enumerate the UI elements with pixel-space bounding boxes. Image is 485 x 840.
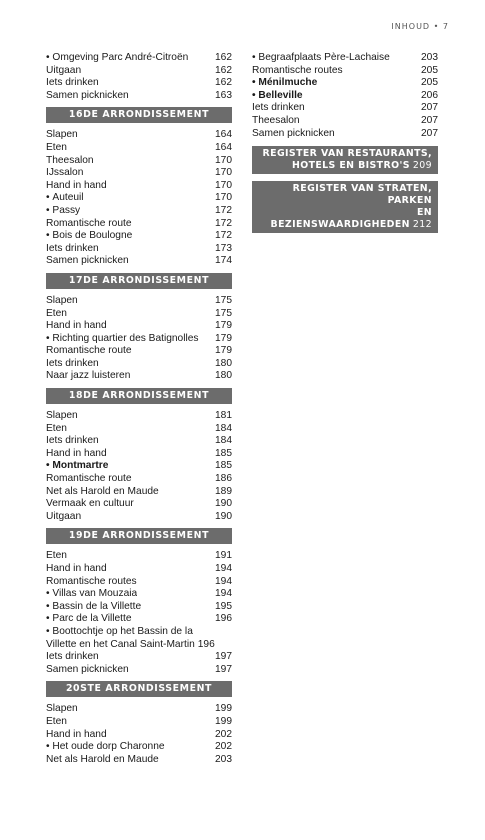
toc-entry: [46, 754, 232, 767]
toc-entry-title: • Belleville: [252, 90, 303, 103]
toc-entry-title: Theesalon: [252, 114, 300, 126]
toc-entry: [252, 102, 438, 115]
toc-entry-page-number: 202: [215, 741, 232, 753]
toc-entry: [46, 511, 232, 524]
toc-entry-title: Samen picknicken: [46, 255, 129, 267]
toc-entry-page-number: 172: [215, 217, 232, 229]
toc-entry-title: Eten: [46, 715, 67, 727]
toc-entry: [46, 498, 232, 511]
toc-entry-title: Romantische route: [46, 217, 132, 229]
toc-entry-title: Hand in hand: [46, 179, 107, 191]
toc-entry-page-number: 174: [215, 255, 232, 267]
toc-entry: [46, 486, 232, 499]
toc-entry-page-number: 180: [215, 357, 232, 369]
toc-entry-page-number: 170: [215, 167, 232, 179]
toc-entry-page-number: 179: [215, 332, 232, 344]
toc-entry-title: • Het oude dorp Charonne: [46, 741, 165, 754]
toc-entry-title: Uitgaan: [46, 510, 82, 522]
toc-entry: [46, 295, 232, 308]
toc-entry-page-number: 162: [215, 64, 232, 76]
toc-entry: [46, 651, 232, 664]
toc-entry: [46, 741, 232, 754]
toc-entry: [46, 448, 232, 461]
toc-entry-page-number: 164: [215, 141, 232, 153]
toc-entry-page-number: 172: [215, 230, 232, 242]
toc-entry-page-number: 205: [421, 64, 438, 76]
toc-entry-title: Villette en het Canal Saint-Martin: [46, 638, 195, 650]
toc-entry: [46, 473, 232, 486]
toc-right-column: [252, 52, 438, 240]
toc-entry-title: Iets drinken: [46, 77, 99, 89]
toc-entry: [46, 255, 232, 268]
toc-entry-page-number: 197: [215, 651, 232, 663]
toc-entry: [46, 218, 232, 231]
toc-entry-page-number: 170: [215, 179, 232, 191]
toc-entry-title: • Boottochtje op het Bassin de la: [46, 626, 193, 639]
section-header: 16DE ARRONDISSEMENT: [46, 107, 232, 123]
toc-entry: [46, 729, 232, 742]
toc-entry-page-number: 170: [215, 192, 232, 204]
toc-entry: [46, 320, 232, 333]
toc-entry: [46, 664, 232, 677]
toc-entry: [252, 65, 438, 78]
toc-entry-title: Eten: [46, 422, 67, 434]
toc-entry-title: • Ménilmuche: [252, 77, 317, 90]
toc-entry: [46, 167, 232, 180]
toc-entry-page-number: 191: [215, 550, 232, 562]
register-title: REGISTER VAN RESTAURANTS,: [262, 148, 432, 160]
toc-entry-page-number: 194: [215, 563, 232, 574]
toc-entry: [46, 550, 232, 563]
toc-entry-title: • Begraafplaats Père-Lachaise: [252, 52, 390, 65]
toc-entry-title: Eten: [46, 141, 67, 153]
toc-entry-title: Theesalon: [46, 154, 94, 166]
toc-entry-title: Slapen: [46, 410, 78, 422]
toc-entry-page-number: 203: [421, 52, 438, 63]
toc-entry-title: Hand in hand: [46, 447, 107, 459]
toc-entry-title: Naar jazz luisteren: [46, 370, 131, 382]
section-header: 19DE ARRONDISSEMENT: [46, 528, 232, 544]
toc-entry-page-number: 196: [215, 613, 232, 625]
toc-entry-page-number: 179: [215, 345, 232, 357]
toc-entry-title: Romantische route: [46, 473, 132, 485]
toc-entry-title: Net als Harold en Maude: [46, 485, 159, 497]
toc-entry-title: Hand in hand: [46, 728, 107, 740]
register-line: [258, 183, 432, 207]
toc-entry: [46, 563, 232, 576]
toc-entry-title: Hand in hand: [46, 563, 107, 574]
toc-entry: [46, 90, 232, 103]
toc-entry-title: Net als Harold en Maude: [46, 753, 159, 765]
toc-entry-title: • Auteuil: [46, 192, 84, 205]
running-head: INHOUD • 7: [391, 22, 449, 31]
toc-entry-title: Iets drinken: [46, 651, 99, 663]
toc-entry: [46, 435, 232, 448]
register-title: HOTELS EN BISTRO'S: [291, 160, 410, 172]
toc-entry: [46, 588, 232, 601]
toc-entry: [46, 230, 232, 243]
toc-entry-page-number: 199: [215, 715, 232, 727]
toc-entry-page-number: 207: [421, 114, 438, 126]
toc-entry-title: Romantische route: [46, 345, 132, 357]
toc-entry-page-number: 194: [215, 588, 232, 600]
toc-entry-title: Hand in hand: [46, 320, 107, 332]
section-header: 20STE ARRONDISSEMENT: [46, 681, 232, 697]
toc-entry: [46, 77, 232, 90]
toc-entry-page-number: 185: [215, 460, 232, 472]
toc-entry-title: • Parc de la Villette: [46, 613, 132, 626]
toc-entry-page-number: 164: [215, 129, 232, 141]
toc-entry: [252, 77, 438, 90]
toc-entry-title: Samen picknicken: [46, 663, 129, 675]
toc-entry-page-number: 197: [215, 663, 232, 675]
toc-entry-title: Uitgaan: [46, 64, 82, 76]
toc-entry: [46, 613, 232, 626]
register-title: REGISTER VAN STRATEN, PARKEN: [292, 183, 432, 207]
toc-entry: [46, 333, 232, 346]
toc-entry-page-number: 190: [215, 498, 232, 510]
toc-entry-title: • Passy: [46, 205, 80, 218]
toc-entry: [46, 460, 232, 473]
toc-entry-page-number: 196: [197, 638, 215, 650]
toc-entry: [46, 716, 232, 729]
toc-entry-title: Eten: [46, 307, 67, 319]
toc-entry: [46, 626, 232, 639]
toc-entry: [46, 65, 232, 78]
toc-left-column: [46, 52, 232, 766]
toc-entry: [46, 703, 232, 716]
toc-entry-page-number: 186: [215, 473, 232, 485]
toc-entry: [46, 142, 232, 155]
toc-entry-page-number: 173: [215, 242, 232, 254]
toc-entry-title: Romantische routes: [252, 64, 343, 76]
toc-entry-page-number: 162: [215, 77, 232, 89]
toc-entry: [46, 52, 232, 65]
toc-entry-page-number: 163: [215, 89, 232, 101]
toc-entry-title: Iets drinken: [252, 102, 305, 114]
toc-entry-title: Slapen: [46, 703, 78, 715]
toc-entry: [252, 52, 438, 65]
toc-entry-title: IJssalon: [46, 167, 84, 179]
toc-entry-page-number: 180: [215, 370, 232, 382]
toc-entry-page-number: 175: [215, 307, 232, 319]
toc-entry-title: • Bassin de la Villette: [46, 601, 141, 614]
toc-entry: [46, 155, 232, 168]
toc-entry-page-number: 202: [215, 728, 232, 740]
register-page-number: 212: [412, 219, 432, 231]
toc-entry: [46, 423, 232, 436]
register-entry: [252, 181, 438, 233]
register-title: EN BEZIENSWAARDIGHEDEN: [270, 207, 432, 231]
toc-entry-title: Eten: [46, 550, 67, 562]
toc-entry-page-number: 162: [215, 52, 232, 63]
toc-entry-title: • Montmartre: [46, 460, 108, 473]
register-line: [258, 160, 432, 172]
toc-entry-title: • Bois de Boulogne: [46, 230, 132, 243]
toc-entry-page-number: 206: [421, 89, 438, 101]
toc-entry-page-number: 184: [215, 435, 232, 447]
toc-entry-title: Iets drinken: [46, 435, 99, 447]
toc-entry-page-number: 181: [215, 410, 232, 422]
toc-entry: [46, 192, 232, 205]
toc-entry-title: Slapen: [46, 129, 78, 141]
toc-entry: [252, 90, 438, 103]
register-line: [258, 207, 432, 231]
toc-entry-title: Iets drinken: [46, 357, 99, 369]
toc-entry: [46, 370, 232, 383]
toc-entry-title: Samen picknicken: [252, 127, 335, 139]
toc-entry-title: Slapen: [46, 294, 78, 306]
toc-entry-page-number: 184: [215, 422, 232, 434]
toc-entry: [46, 345, 232, 358]
toc-entry-page-number: 194: [215, 575, 232, 587]
toc-entry-page-number: 195: [215, 600, 232, 612]
section-header: 17DE ARRONDISSEMENT: [46, 273, 232, 289]
toc-entry: [46, 308, 232, 321]
toc-entry-page-number: 175: [215, 294, 232, 306]
register-line: [258, 148, 432, 160]
toc-entry-page-number: 190: [215, 510, 232, 522]
toc-entry: [252, 128, 438, 141]
toc-entry: [46, 129, 232, 142]
section-header: 18DE ARRONDISSEMENT: [46, 388, 232, 404]
toc-entry-title: • Villas van Mouzaia: [46, 588, 137, 601]
toc-entry-page-number: 172: [215, 204, 232, 216]
toc-entry: [46, 410, 232, 423]
toc-entry-title: • Richting quartier des Batignolles: [46, 333, 199, 346]
toc-entry: [46, 639, 232, 652]
toc-entry-title: Samen picknicken: [46, 89, 129, 101]
toc-entry-page-number: 207: [421, 102, 438, 114]
toc-entry-page-number: 179: [215, 320, 232, 332]
toc-entry-title: • Omgeving Parc André-Citroën: [46, 52, 188, 65]
toc-entry-title: Iets drinken: [46, 242, 99, 254]
toc-entry-page-number: 185: [215, 447, 232, 459]
toc-entry-page-number: 199: [215, 703, 232, 715]
toc-entry: [46, 576, 232, 589]
toc-entry-title: Vermaak en cultuur: [46, 498, 134, 510]
toc-entry-page-number: 203: [215, 753, 232, 765]
toc-entry-page-number: 170: [215, 154, 232, 166]
toc-entry: [46, 601, 232, 614]
toc-entry: [46, 180, 232, 193]
toc-entry-page-number: 189: [215, 485, 232, 497]
toc-entry: [46, 358, 232, 371]
toc-entry: [252, 115, 438, 128]
toc-entry: [46, 243, 232, 256]
register-entry: [252, 146, 438, 174]
register-page-number: 209: [412, 160, 432, 172]
toc-entry-page-number: 205: [421, 77, 438, 89]
toc-entry-page-number: 207: [421, 127, 438, 139]
toc-entry-title: Romantische routes: [46, 575, 137, 587]
toc-entry: [46, 205, 232, 218]
